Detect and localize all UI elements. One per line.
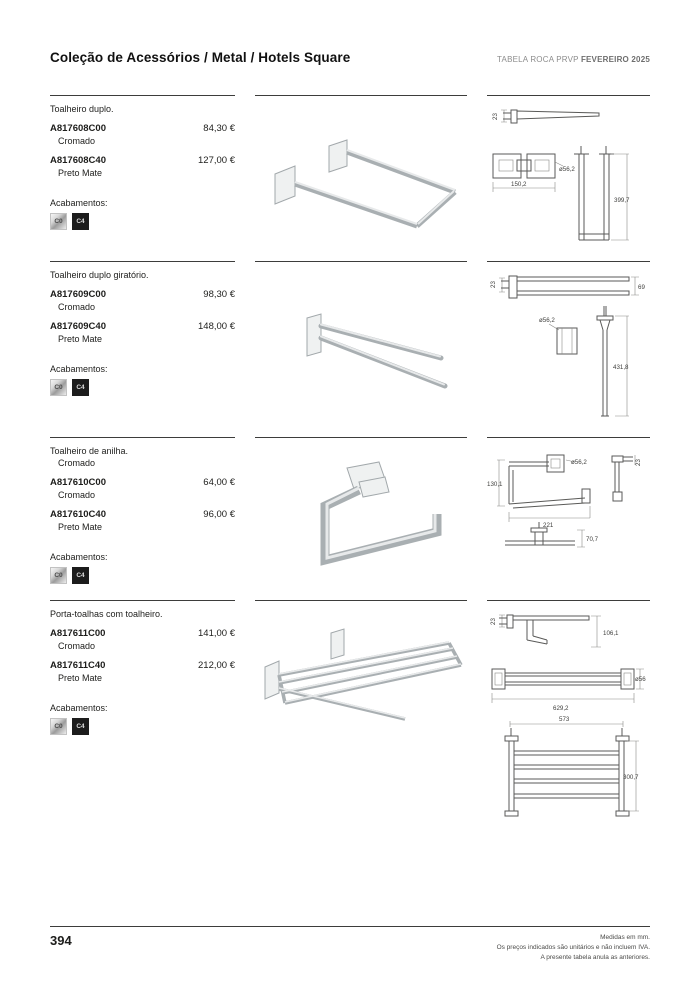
product-name: Toalheiro duplo.	[50, 104, 114, 114]
swivel-double-towel-bar-drawing	[487, 261, 650, 437]
finish-name: Cromado	[58, 490, 96, 500]
finish-swatch-black: C4	[72, 379, 89, 396]
product-code: A817609C40	[50, 321, 106, 332]
page-title: Coleção de Acessórios / Metal / Hotels Square	[50, 50, 351, 65]
product-price: 127,00 €	[198, 155, 235, 166]
finishes-label: Acabamentos:	[50, 552, 108, 562]
product-name: Porta-toalhas com toalheiro.	[50, 609, 163, 619]
dim-label: 573	[559, 716, 570, 723]
finish-swatch-chrome: C0	[50, 567, 67, 584]
finish-name: Preto Mate	[58, 522, 103, 532]
footer-note: Os preços indicados são unitários e não incluem IVA.	[496, 944, 650, 952]
finishes-label: Acabamentos:	[50, 198, 108, 208]
finish-swatches	[50, 379, 235, 396]
dim-label: 300,7	[623, 774, 639, 781]
finish-swatches	[50, 213, 235, 230]
variant-row	[50, 660, 235, 683]
product-section-toalheiro-duplo-giratorio	[50, 261, 650, 437]
finish-swatches	[50, 567, 235, 584]
dim-label: 23	[492, 113, 499, 120]
dim-label: 69	[638, 284, 645, 291]
catalog-edition: FEVEREIRO 2025	[580, 55, 650, 64]
towel-ring-photo	[255, 437, 467, 600]
product-code: A817610C40	[50, 509, 106, 520]
finish-name: Cromado	[58, 302, 96, 312]
variant-row	[50, 123, 235, 146]
product-price: 64,00 €	[203, 477, 235, 488]
dim-label: 130,1	[487, 481, 503, 488]
dim-label: 23	[635, 459, 642, 466]
catalog-prefix: TABELA ROCA PRVP	[497, 55, 581, 64]
product-info	[50, 600, 235, 926]
finish-name: Preto Mate	[58, 673, 103, 683]
dim-label: 23	[490, 281, 497, 288]
page-header	[50, 0, 650, 95]
dim-label: ø56,2	[559, 166, 575, 173]
dim-label: 150,2	[511, 181, 527, 188]
product-price: 141,00 €	[198, 628, 235, 639]
finish-swatch-chrome: C0	[50, 213, 67, 230]
product-code: A817609C00	[50, 289, 106, 300]
variant-row	[50, 289, 235, 312]
finish-swatch-black: C4	[72, 213, 89, 230]
product-code: A817611C00	[50, 628, 106, 639]
dim-label: ø56,2	[571, 459, 587, 466]
finishes-label: Acabamentos:	[50, 364, 108, 374]
product-price: 148,00 €	[198, 321, 235, 332]
product-price: 84,30 €	[203, 123, 235, 134]
variant-row	[50, 321, 235, 344]
page-number: 394	[50, 933, 72, 948]
variant-row	[50, 509, 235, 532]
product-subtitle: Cromado	[58, 458, 96, 468]
double-towel-bar-photo	[255, 95, 467, 261]
product-code: A817611C40	[50, 660, 106, 671]
dim-label: 70,7	[586, 536, 599, 543]
product-name: Toalheiro duplo giratório.	[50, 270, 149, 280]
product-code: A817608C40	[50, 155, 106, 166]
finish-name: Preto Mate	[58, 168, 103, 178]
towel-rack-with-bar-drawing	[487, 600, 650, 926]
product-price: 96,00 €	[203, 509, 235, 520]
variant-row	[50, 155, 235, 178]
product-code: A817608C00	[50, 123, 106, 134]
finish-swatch-chrome: C0	[50, 718, 67, 735]
product-info	[50, 261, 235, 437]
product-info	[50, 95, 235, 261]
finish-swatch-black: C4	[72, 567, 89, 584]
towel-ring-drawing	[487, 437, 650, 600]
dim-label: ø56,2	[539, 317, 555, 324]
dim-label: 629,2	[553, 705, 569, 712]
dim-label: 431,8	[613, 364, 629, 371]
product-section-toalheiro-de-anilha	[50, 437, 650, 600]
finish-name: Cromado	[58, 136, 96, 146]
dim-label: 23	[490, 618, 497, 625]
towel-rack-with-bar-photo	[255, 600, 467, 926]
finish-name: Preto Mate	[58, 334, 103, 344]
dim-label: 399,7	[614, 197, 630, 204]
product-code: A817610C00	[50, 477, 106, 488]
footer-note: Medidas em mm.	[600, 934, 650, 941]
product-price: 212,00 €	[198, 660, 235, 671]
variant-row	[50, 477, 235, 500]
finish-swatches	[50, 718, 235, 735]
dim-label: 221	[543, 522, 554, 529]
dim-label: 106,1	[603, 630, 619, 637]
product-price: 98,30 €	[203, 289, 235, 300]
catalog-reference	[497, 55, 650, 64]
footer-note: A presente tabela anula as anteriores.	[540, 954, 650, 962]
footer-notes	[497, 933, 650, 963]
finishes-label: Acabamentos:	[50, 703, 108, 713]
swivel-double-towel-bar-photo	[255, 261, 467, 437]
variant-row	[50, 628, 235, 651]
finish-swatch-black: C4	[72, 718, 89, 735]
double-towel-bar-drawing	[487, 95, 650, 261]
product-section-porta-toalhas	[50, 600, 650, 926]
product-section-toalheiro-duplo	[50, 95, 650, 261]
dim-label: ø56	[635, 676, 646, 683]
product-name: Toalheiro de anilha.	[50, 446, 129, 456]
finish-name: Cromado	[58, 641, 96, 651]
page-footer	[50, 926, 650, 963]
product-info	[50, 437, 235, 600]
finish-swatch-chrome: C0	[50, 379, 67, 396]
